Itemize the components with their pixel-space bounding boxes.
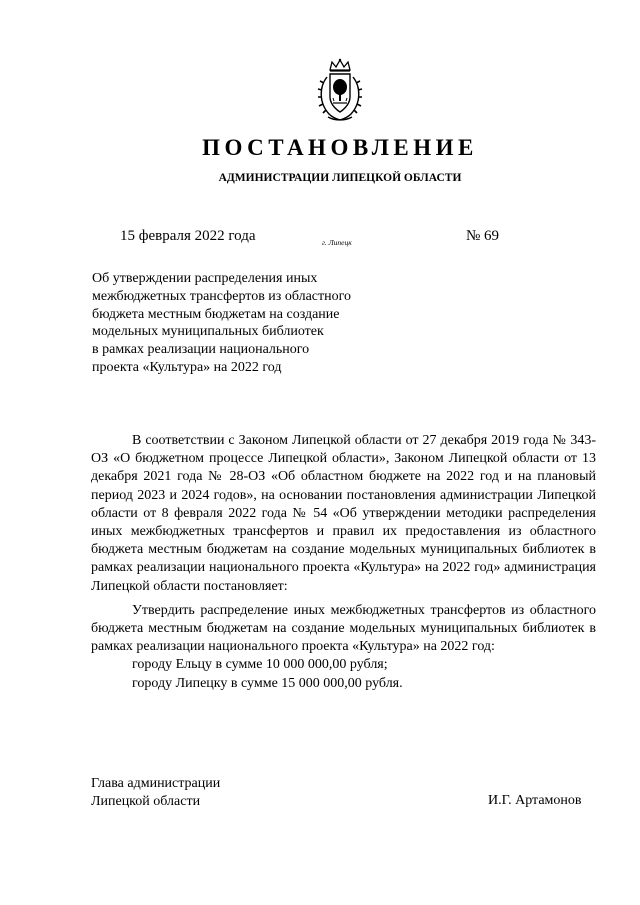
document-city: г. Липецк	[322, 238, 352, 247]
allocation-item: городу Ельцу в сумме 10 000 000,00 рубля;	[132, 657, 388, 673]
subject-line: проекта «Культура» на 2022 год	[92, 359, 282, 375]
subject-line: модельных муниципальных библиотек	[92, 324, 324, 340]
signatory-position-line: Липецкой области	[91, 794, 201, 809]
subject-line: Об утверждении распределения иных	[92, 271, 318, 286]
document-subject	[92, 270, 392, 377]
subject-line: межбюджетных трансфертов из областного	[92, 288, 352, 304]
document-body	[91, 432, 596, 693]
resolution-paragraph: Утвердить распределение иных межбюджетных трансфертов из областного бюджета местным бюджетам на создание модельных муниципальных библиотек в рамках реализации национального проекта «Культура» на 2022 год:	[91, 602, 596, 655]
coat-of-arms-emblem	[313, 57, 367, 123]
subject-line: в рамках реализации национального	[92, 342, 310, 358]
document-number: № 69	[466, 228, 500, 244]
signatory-position	[91, 775, 220, 811]
signatory-position-line: Глава администрации	[91, 776, 221, 791]
signatory-name: И.Г. Артамонов	[488, 793, 582, 808]
allocation-item: городу Липецку в сумме 15 000 000,00 рубля.	[132, 675, 403, 691]
document-date: 15 февраля 2022 года	[120, 228, 256, 244]
preamble-paragraph: В соответствии с Законом Липецкой области от 27 декабря 2019 года № 343-ОЗ «О бюджетном процессе Липецкой области», Законом Липецкой области от 13 декабря 2021 года № 28-ОЗ «Об областном бюджете на 2022 год и на плановый период 2023 и 2024 годов», на основании постановления администрации Липецкой области от 8 февраля 2022 года № 54 «Об утверждении методики распределения иных межбюджетных трансфертов и правил их предоставления из областного бюджета местным бюджетам на создание модельных муниципальных библиотек в рамках реализации национального проекта «Культура» на 2022 год» администрация Липецкой области постановляет:	[91, 433, 596, 594]
issuing-authority: АДМИНИСТРАЦИИ ЛИПЕЦКОЙ ОБЛАСТИ	[218, 172, 462, 184]
document-title: ПОСТАНОВЛЕНИЕ	[202, 135, 478, 160]
subject-line: бюджета местным бюджетам на создание	[92, 306, 340, 322]
